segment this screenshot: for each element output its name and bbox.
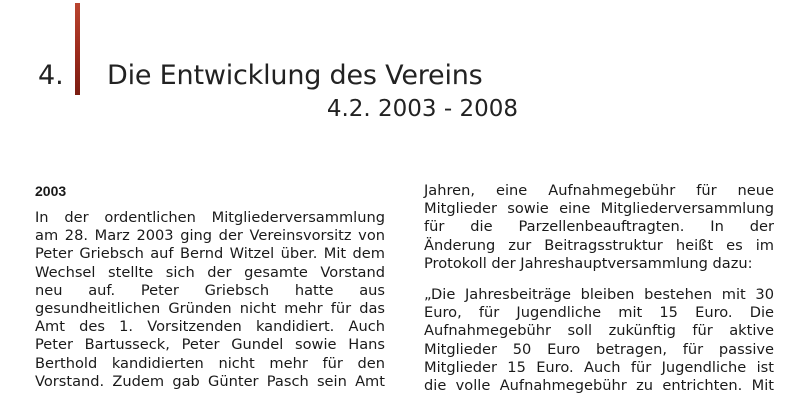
left-text-column — [35, 182, 385, 391]
text-line: Peter Bartusseck, Peter Gundel sowie Hans — [35, 336, 385, 354]
text-line: Vorstand. Zudem gab Günter Pasch sein Amt — [35, 372, 385, 390]
text-line: Protokoll der Jahreshauptversammlung dazu: — [424, 254, 753, 272]
text-line: die volle Aufnahmegebühr zu entrichten. Mit — [424, 377, 774, 395]
right-paragraph-2 — [424, 286, 774, 395]
text-line: Mitglieder 15 Euro. Auch für Jugendliche ist — [424, 358, 774, 376]
text-line: Amt des 1. Vorsitzenden kandidiert. Auch — [35, 318, 385, 336]
text-line: In der ordentlichen Mitgliederversammlung — [35, 209, 385, 226]
text-line: gesundheitlichen Gründen nicht mehr für das — [35, 300, 385, 318]
year-heading: 2003 — [35, 183, 67, 199]
text-line: Mitglieder 50 Euro betragen, für passive — [424, 340, 774, 358]
chapter-title: Die Entwicklung des Vereins — [107, 60, 483, 91]
chapter-number: 4. — [38, 60, 64, 91]
text-line: Peter Griebsch auf Bernd Witzel über. Mit dem — [35, 245, 385, 263]
text-line: neu auf. Peter Griebsch hatte aus — [35, 281, 385, 299]
text-line: Mitglieder sowie eine Mitgliederversammlung — [424, 200, 774, 218]
text-line: am 28. Marz 2003 ging der Vereinsvorsitz von — [35, 227, 385, 245]
text-line: Änderung zur Beitragsstruktur heißt es im — [424, 236, 774, 254]
text-line: Berthold kandidierten nicht mehr für den — [35, 354, 385, 372]
text-line: Euro, für Jugendliche mit 15 Euro. Die — [424, 304, 774, 322]
text-line: „Die Jahresbeiträge bleiben bestehen mit 30 — [424, 286, 774, 304]
text-line: Jahren, eine Aufnahmegebühr für neue — [424, 182, 774, 199]
text-line: Aufnahmegebühr soll zukünftig für aktive — [424, 322, 774, 340]
left-paragraph — [35, 209, 385, 391]
paragraph-gap — [424, 273, 774, 286]
text-line: Wechsel stellte sich der gesamte Vorstand — [35, 263, 385, 281]
chapter-accent-bar — [75, 3, 80, 95]
section-subtitle: 4.2. 2003 - 2008 — [326, 96, 518, 122]
text-line: für die Parzellenbeauftragten. In der — [424, 218, 774, 236]
right-paragraph-1 — [424, 182, 774, 273]
right-text-column — [424, 182, 774, 395]
